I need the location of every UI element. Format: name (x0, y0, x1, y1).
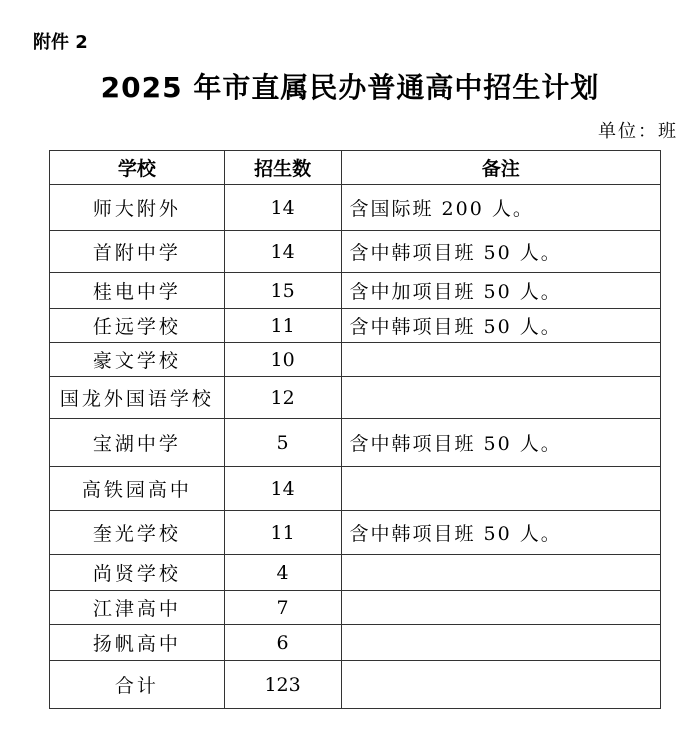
school-cell: 首附中学 (50, 231, 225, 273)
note-cell (341, 625, 660, 661)
table-row (50, 309, 661, 343)
table-row (50, 625, 661, 661)
page-title: 2025 年市直属民办普通高中招生计划 (100, 71, 600, 104)
note-cell: 含中韩项目班 50 人。 (341, 511, 660, 555)
note-cell (341, 377, 660, 419)
note-cell (341, 343, 660, 377)
count-cell: 14 (224, 467, 341, 511)
attachment-label: 附件 2 (33, 32, 88, 53)
table-row (50, 377, 661, 419)
note-cell (341, 467, 660, 511)
school-cell: 豪文学校 (50, 343, 225, 377)
school-cell: 扬帆高中 (50, 625, 225, 661)
table-row (50, 555, 661, 591)
table-row (50, 343, 661, 377)
school-cell: 国龙外国语学校 (50, 377, 225, 419)
note-cell: 含中韩项目班 50 人。 (341, 231, 660, 273)
table-row (50, 231, 661, 273)
total-label-cell: 合计 (50, 661, 225, 709)
school-cell: 尚贤学校 (50, 555, 225, 591)
table-row (50, 419, 661, 467)
note-cell (341, 591, 660, 625)
count-cell: 14 (224, 185, 341, 231)
count-cell: 11 (224, 309, 341, 343)
enrollment-plan-table (49, 150, 661, 709)
table-row (50, 467, 661, 511)
school-cell: 师大附外 (50, 185, 225, 231)
note-cell: 含中韩项目班 50 人。 (341, 309, 660, 343)
table-row (50, 185, 661, 231)
column-header-school: 学校 (50, 151, 225, 185)
count-cell: 6 (224, 625, 341, 661)
count-cell: 5 (224, 419, 341, 467)
unit-label: 单位：班 (598, 121, 678, 142)
count-cell: 7 (224, 591, 341, 625)
count-cell: 4 (224, 555, 341, 591)
school-cell: 江津高中 (50, 591, 225, 625)
note-cell: 含中韩项目班 50 人。 (341, 419, 660, 467)
column-header-note: 备注 (341, 151, 660, 185)
school-cell: 宝湖中学 (50, 419, 225, 467)
note-cell: 含中加项目班 50 人。 (341, 273, 660, 309)
count-cell: 10 (224, 343, 341, 377)
total-count-cell: 123 (224, 661, 341, 709)
table-row (50, 511, 661, 555)
note-cell (341, 555, 660, 591)
table-row (50, 591, 661, 625)
school-cell: 奎光学校 (50, 511, 225, 555)
school-cell: 任远学校 (50, 309, 225, 343)
total-note-cell (341, 661, 660, 709)
total-row (50, 661, 661, 709)
school-cell: 高铁园高中 (50, 467, 225, 511)
count-cell: 11 (224, 511, 341, 555)
table-header-row (50, 151, 661, 185)
count-cell: 12 (224, 377, 341, 419)
table-row (50, 273, 661, 309)
count-cell: 14 (224, 231, 341, 273)
column-header-count: 招生数 (224, 151, 341, 185)
note-cell: 含国际班 200 人。 (341, 185, 660, 231)
count-cell: 15 (224, 273, 341, 309)
school-cell: 桂电中学 (50, 273, 225, 309)
